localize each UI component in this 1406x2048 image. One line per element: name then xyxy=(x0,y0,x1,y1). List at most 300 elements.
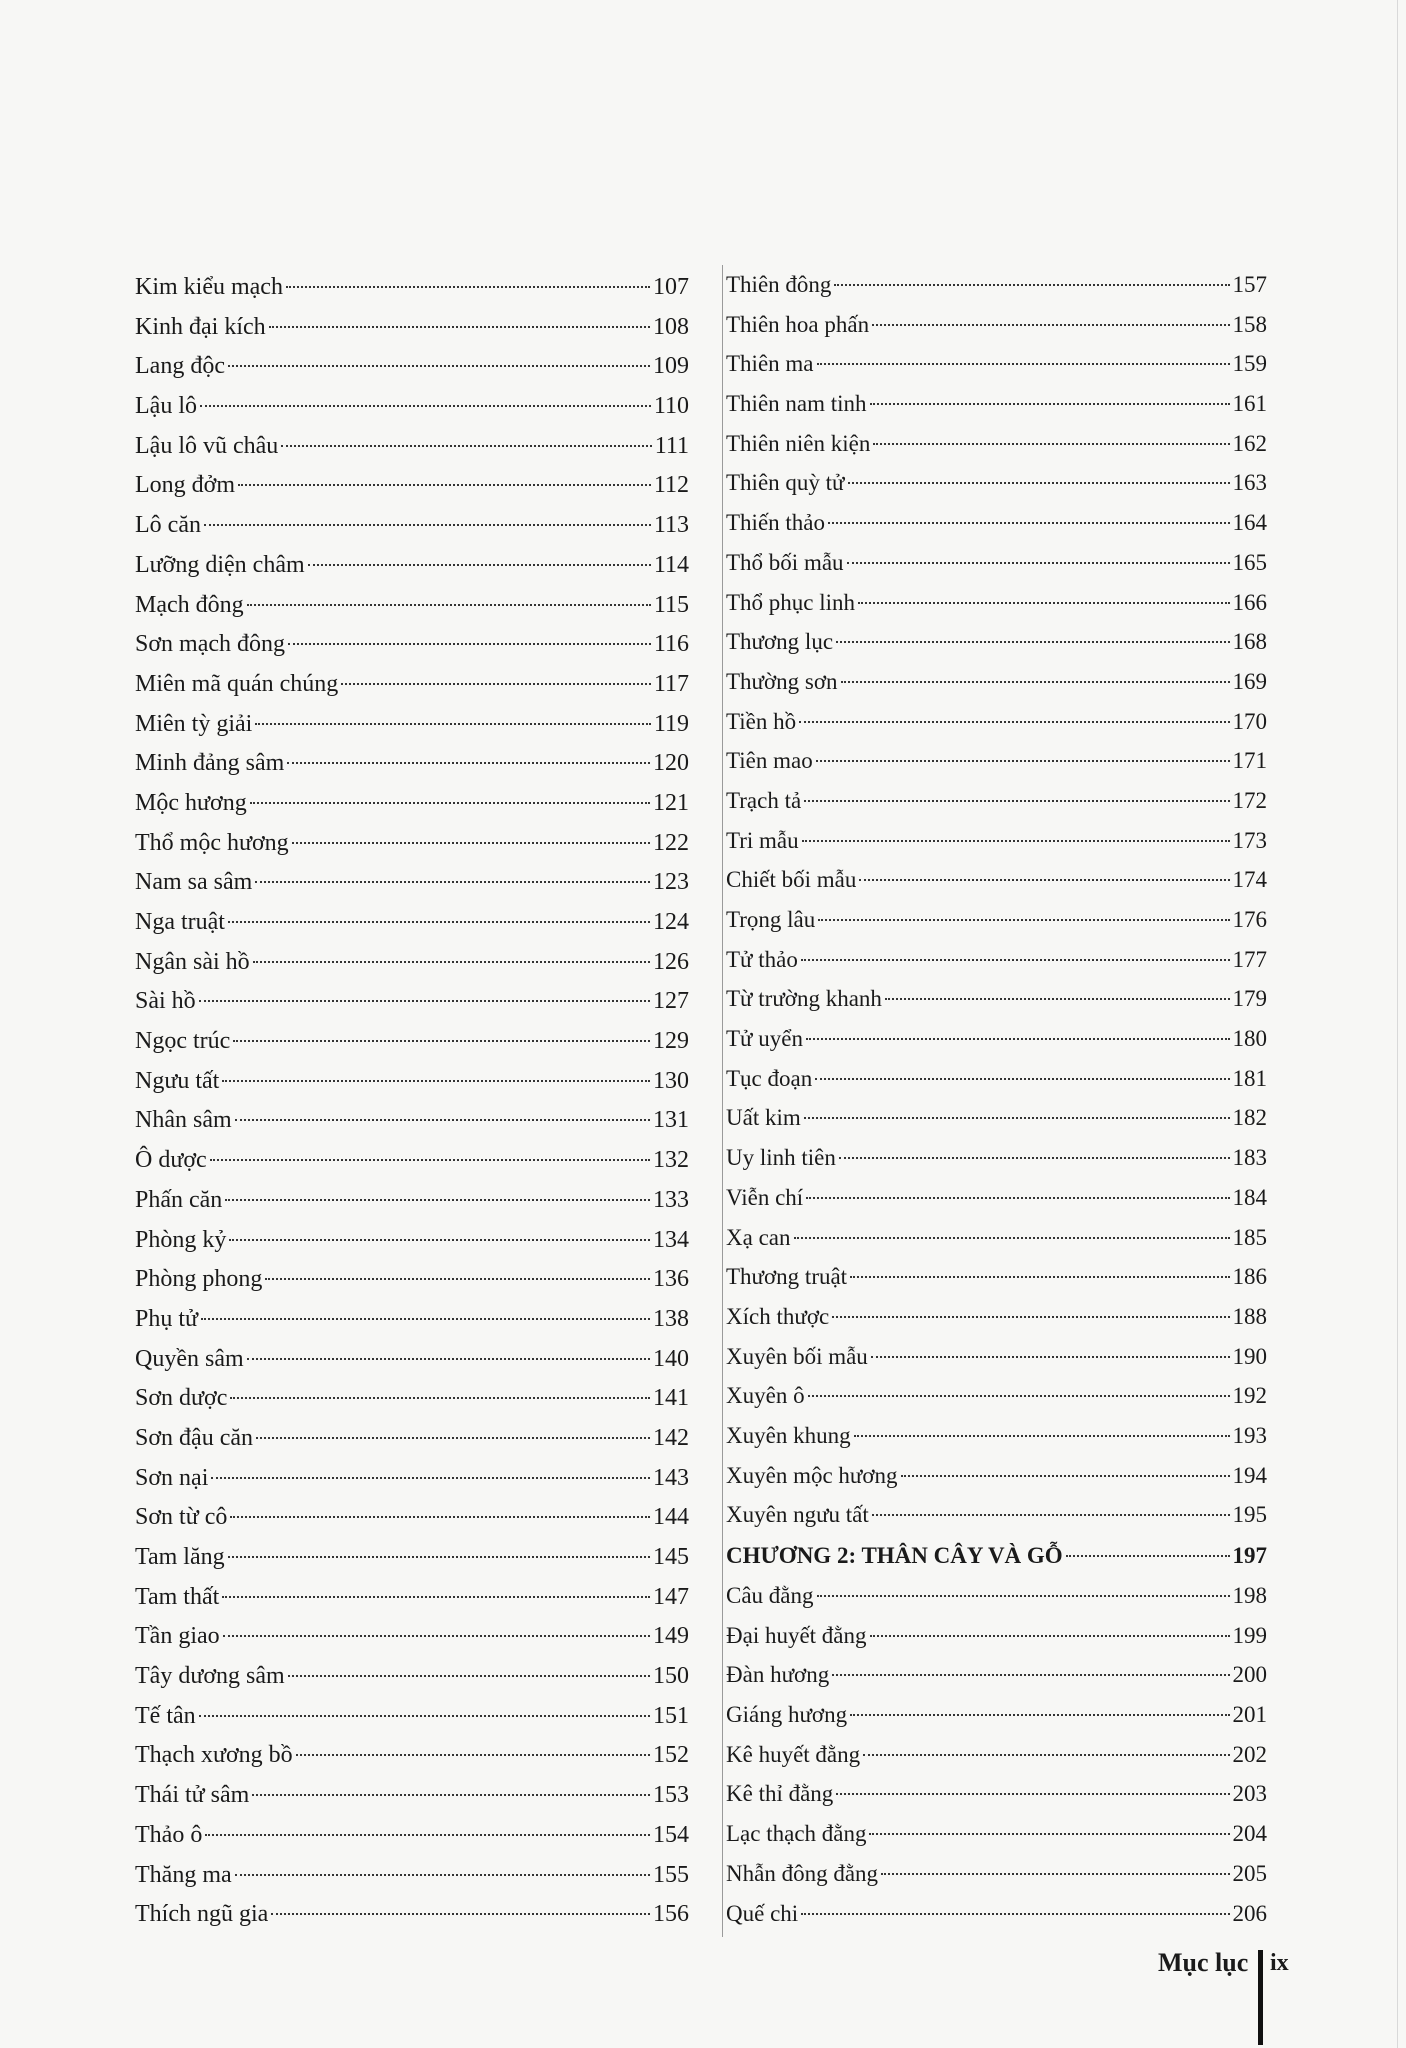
toc-entry-title: Sơn mạch đông xyxy=(135,631,286,658)
toc-entry-title: Tam thất xyxy=(135,1583,220,1610)
toc-entry xyxy=(135,1221,689,1261)
toc-entry-page: 205 xyxy=(1232,1860,1267,1886)
toc-entry-title: Thường sơn xyxy=(726,668,838,694)
toc-entry-page: 129 xyxy=(653,1028,689,1055)
toc-entry xyxy=(726,900,1267,940)
toc-dot-leader xyxy=(808,1395,1230,1397)
toc-entry-title: Tục đoạn xyxy=(726,1065,813,1091)
toc-entry-page: 192 xyxy=(1232,1383,1267,1409)
toc-entry xyxy=(135,824,689,864)
toc-entry-page: 198 xyxy=(1232,1583,1267,1608)
toc-entry xyxy=(726,305,1267,345)
toc-entry-page: 153 xyxy=(653,1782,689,1809)
toc-entry-title: Thổ bối mẫu xyxy=(726,549,844,575)
toc-entry xyxy=(135,1022,689,1062)
toc-entry xyxy=(726,1257,1267,1297)
toc-entry-page: 186 xyxy=(1232,1264,1267,1290)
toc-dot-leader xyxy=(839,1157,1230,1159)
toc-entry-title: Lậu lô vũ châu xyxy=(135,432,279,459)
toc-entry-page: 151 xyxy=(653,1702,689,1729)
toc-entry-page: 134 xyxy=(653,1226,689,1253)
toc-entry-page: 162 xyxy=(1232,430,1267,456)
toc-dot-leader xyxy=(229,1239,650,1241)
toc-entry-page: 112 xyxy=(653,472,689,499)
toc-dot-leader xyxy=(806,1038,1230,1040)
toc-dot-leader xyxy=(256,1437,650,1439)
toc-dot-leader xyxy=(818,919,1229,921)
toc-entry-page: 197 xyxy=(1232,1543,1267,1568)
toc-entry-page: 136 xyxy=(653,1266,689,1293)
toc-entry-page: 182 xyxy=(1232,1105,1267,1131)
toc-dot-leader xyxy=(832,1674,1229,1676)
toc-entry xyxy=(726,1774,1267,1814)
toc-entry-title: Tiên mao xyxy=(726,748,813,774)
toc-dot-leader xyxy=(288,643,651,645)
toc-entry-title: Nga truật xyxy=(135,909,225,935)
toc-dot-leader xyxy=(872,1514,1230,1516)
toc-dot-leader xyxy=(885,998,1230,1000)
toc-dot-leader xyxy=(794,1237,1230,1239)
toc-entry-title: Xạ can xyxy=(726,1224,791,1250)
toc-entry xyxy=(135,903,689,943)
toc-entry xyxy=(726,583,1267,623)
toc-entry-page: 159 xyxy=(1232,351,1267,377)
toc-entry-page: 201 xyxy=(1232,1702,1267,1728)
toc-dot-leader xyxy=(287,762,650,764)
toc-entry-page: 119 xyxy=(653,710,689,737)
toc-dot-leader xyxy=(228,1556,650,1558)
toc-dot-leader xyxy=(836,1793,1229,1795)
toc-entry-title: Thiên niên kiện xyxy=(726,430,871,456)
toc-entry-page: 174 xyxy=(1232,867,1267,893)
toc-entry-title: Uy linh tiên xyxy=(726,1145,836,1171)
toc-dot-leader xyxy=(870,403,1230,405)
toc-entry xyxy=(726,1416,1267,1456)
toc-entry-title: Long đởm xyxy=(135,472,236,499)
toc-entry-page: 142 xyxy=(653,1424,689,1451)
toc-entry xyxy=(726,424,1267,464)
toc-dot-leader xyxy=(850,1714,1229,1716)
toc-dot-leader xyxy=(210,1159,650,1161)
toc-entry xyxy=(726,344,1267,384)
toc-entry-page: 157 xyxy=(1232,272,1267,297)
toc-dot-leader xyxy=(801,1913,1229,1915)
toc-entry-page: 120 xyxy=(653,750,689,777)
toc-dot-leader xyxy=(271,1913,650,1915)
toc-entry-title: Uất kim xyxy=(726,1105,801,1131)
toc-entry xyxy=(135,1816,689,1856)
toc-entry-title: Xuyên ô xyxy=(726,1383,805,1409)
toc-entry-title: Đại huyết đằng xyxy=(726,1622,867,1648)
toc-entry xyxy=(135,546,689,586)
toc-entry xyxy=(135,1340,689,1380)
toc-entry-title: Từ trường khanh xyxy=(726,986,882,1012)
toc-entry-page: 200 xyxy=(1232,1662,1267,1688)
toc-dot-leader xyxy=(341,683,651,685)
toc-entry xyxy=(135,1617,689,1657)
toc-entry-page: 107 xyxy=(653,274,689,300)
toc-entry-page: 147 xyxy=(653,1583,689,1610)
toc-entry xyxy=(135,1895,689,1935)
toc-entry-title: Thương truật xyxy=(726,1264,848,1290)
toc-column-right xyxy=(722,265,1267,1937)
toc-entry-title: Miên mã quán chúng xyxy=(135,670,339,697)
toc-entry-page: 116 xyxy=(653,631,689,658)
toc-entry-title: Mạch đông xyxy=(135,591,244,618)
toc-dot-leader xyxy=(871,1356,1230,1358)
toc-entry xyxy=(726,1695,1267,1735)
toc-entry-title: Chiết bối mẫu xyxy=(726,867,857,893)
toc-entry-page: 180 xyxy=(1232,1026,1267,1052)
toc-dot-leader xyxy=(828,522,1230,524)
toc-entry xyxy=(726,979,1267,1019)
toc-dot-leader xyxy=(817,363,1230,365)
toc-entry-page: 190 xyxy=(1232,1343,1267,1369)
toc-dot-leader xyxy=(255,723,651,725)
toc-dot-leader xyxy=(228,365,650,367)
toc-entry-title: Ngưu tất xyxy=(135,1067,220,1094)
toc-entry-page: 169 xyxy=(1232,668,1267,694)
toc-entry xyxy=(726,503,1267,543)
toc-entry-title: Miên tỳ giải xyxy=(135,710,253,737)
toc-entry-title: Tử uyển xyxy=(726,1026,803,1052)
toc-entry xyxy=(135,1776,689,1816)
toc-entry-page: 110 xyxy=(653,393,689,420)
toc-entry-page: 161 xyxy=(1232,391,1267,417)
toc-entry xyxy=(726,1138,1267,1178)
toc-entry-title: Tế tân xyxy=(135,1702,196,1729)
toc-entry-title: Thái tử sâm xyxy=(135,1782,250,1809)
toc-entry xyxy=(135,1101,689,1141)
toc-entry-title: Phụ tử xyxy=(135,1305,199,1332)
toc-dot-leader xyxy=(802,840,1230,842)
toc-entry xyxy=(135,1419,689,1459)
toc-dot-leader xyxy=(200,405,651,407)
toc-entry-title: Quế chi xyxy=(726,1900,799,1926)
toc-entry-title: Tử thảo xyxy=(726,946,798,972)
toc-entry-title: Xuyên khung xyxy=(726,1422,851,1448)
toc-entry xyxy=(726,1456,1267,1496)
toc-entry-page: 115 xyxy=(653,591,689,618)
toc-entry xyxy=(135,784,689,824)
toc-entry-title: Thiên quỳ tử xyxy=(726,470,845,496)
toc-entry-page: 163 xyxy=(1232,470,1267,496)
toc-entry-page: 144 xyxy=(653,1504,689,1531)
toc-entry-page: 114 xyxy=(653,551,689,578)
toc-dot-leader xyxy=(804,1117,1230,1119)
toc-entry-page: 188 xyxy=(1232,1303,1267,1329)
toc-entry-title: Đàn hương xyxy=(726,1662,830,1688)
toc-entry xyxy=(726,543,1267,583)
toc-dot-leader xyxy=(235,1119,650,1121)
toc-entry-page: 179 xyxy=(1232,986,1267,1012)
toc-entry xyxy=(135,1578,689,1618)
toc-dot-leader xyxy=(281,445,651,447)
toc-entry-page: 193 xyxy=(1232,1422,1267,1448)
toc-entry xyxy=(726,1178,1267,1218)
toc-entry xyxy=(135,1498,689,1538)
toc-entry xyxy=(135,1141,689,1181)
toc-entry xyxy=(135,1538,689,1578)
toc-entry-title: Thổ phục linh xyxy=(726,589,856,615)
toc-entry-title: Tri mẫu xyxy=(726,827,799,853)
toc-entry-title: Xuyên mộc hương xyxy=(726,1462,898,1488)
toc-entry-title: Sơn dược xyxy=(135,1385,228,1412)
toc-entry xyxy=(726,1495,1267,1535)
toc-entry-page: 140 xyxy=(653,1345,689,1372)
toc-dot-leader xyxy=(265,1278,650,1280)
toc-entry xyxy=(726,1376,1267,1416)
toc-entry-page: 166 xyxy=(1232,589,1267,615)
toc-entry-title: Mộc hương xyxy=(135,789,247,816)
toc-entry xyxy=(726,1894,1267,1934)
toc-entry-title: Sơn nại xyxy=(135,1464,209,1491)
toc-column-left xyxy=(135,268,689,1935)
toc-entry-title: CHƯƠNG 2: THÂN CÂY VÀ GỖ xyxy=(726,1543,1063,1568)
toc-entry-page: 206 xyxy=(1232,1900,1267,1926)
footer-section-label: Mục lục xyxy=(1158,1948,1249,1977)
toc-entry-page: 138 xyxy=(653,1305,689,1332)
toc-entry xyxy=(135,347,689,387)
toc-entry xyxy=(135,943,689,983)
toc-entry xyxy=(135,744,689,784)
toc-entry-title: Kê thỉ đằng xyxy=(726,1781,834,1807)
toc-dot-leader xyxy=(247,1358,650,1360)
toc-entry-page: 164 xyxy=(1232,510,1267,536)
toc-entry-page: 158 xyxy=(1232,311,1267,337)
toc-entry-page: 195 xyxy=(1232,1502,1267,1528)
toc-dot-leader xyxy=(859,879,1229,881)
toc-entry-title: Giáng hương xyxy=(726,1702,848,1728)
toc-dot-leader xyxy=(204,524,651,526)
toc-dot-leader xyxy=(881,1873,1229,1875)
toc-dot-leader xyxy=(228,921,650,923)
toc-dot-leader xyxy=(806,1197,1229,1199)
toc-entry-title: Tây dương sâm xyxy=(135,1663,285,1690)
toc-entry xyxy=(726,1098,1267,1138)
toc-entry-title: Thổ mộc hương xyxy=(135,829,289,856)
toc-entry xyxy=(726,781,1267,821)
toc-dot-leader xyxy=(252,1794,650,1796)
toc-entry-title: Tam lăng xyxy=(135,1544,225,1570)
toc-dot-leader xyxy=(296,1754,650,1756)
toc-entry-title: Kim kiểu mạch xyxy=(135,274,283,300)
toc-dot-leader xyxy=(841,681,1230,683)
toc-dot-leader xyxy=(233,1040,650,1042)
toc-dot-leader xyxy=(230,1516,650,1518)
toc-entry xyxy=(726,1059,1267,1099)
toc-entry-title: Sài hồ xyxy=(135,988,196,1015)
toc-entry xyxy=(726,1655,1267,1695)
toc-entry-page: 176 xyxy=(1232,907,1267,932)
toc-entry-page: 130 xyxy=(653,1067,689,1094)
toc-entry-title: Trạch tả xyxy=(726,787,802,813)
toc-entry-page: 204 xyxy=(1232,1821,1267,1847)
toc-dot-leader xyxy=(850,1276,1229,1278)
toc-entry xyxy=(135,1736,689,1776)
toc-dot-leader xyxy=(817,1595,1230,1597)
toc-entry-page: 124 xyxy=(653,909,689,935)
toc-dot-leader xyxy=(834,284,1229,286)
toc-entry xyxy=(135,427,689,467)
toc-dot-leader xyxy=(799,721,1229,723)
toc-dot-leader xyxy=(1066,1555,1230,1557)
toc-dot-leader xyxy=(255,881,650,883)
toc-entry-title: Lậu lô xyxy=(135,393,197,420)
toc-entry-page: 152 xyxy=(653,1742,689,1769)
toc-entry-title: Tần giao xyxy=(135,1623,220,1650)
toc-dot-leader xyxy=(269,326,650,328)
toc-entry-title: Thiên hoa phấn xyxy=(726,311,870,337)
toc-entry xyxy=(135,1697,689,1737)
toc-entry xyxy=(135,1300,689,1340)
toc-dot-leader xyxy=(848,482,1230,484)
toc-dot-leader xyxy=(286,286,650,288)
toc-entry-title: Viễn chí xyxy=(726,1184,804,1210)
toc-entry xyxy=(726,463,1267,503)
toc-dot-leader xyxy=(854,1435,1230,1437)
toc-entry xyxy=(726,1616,1267,1656)
toc-entry-title: Ngọc trúc xyxy=(135,1028,231,1055)
toc-dot-leader xyxy=(288,1675,650,1677)
toc-entry-title: Câu đằng xyxy=(726,1583,814,1608)
toc-entry-title: Lưỡng diện châm xyxy=(135,551,305,578)
toc-dot-leader xyxy=(292,842,650,844)
footer-page-number: ix xyxy=(1270,1950,1289,1976)
toc-entry xyxy=(135,625,689,665)
toc-entry-page: 121 xyxy=(653,789,689,816)
toc-entry-page: 177 xyxy=(1232,946,1267,972)
toc-entry-title: Quyền sâm xyxy=(135,1345,244,1372)
toc-entry xyxy=(726,384,1267,424)
toc-entry-title: Ngân sài hồ xyxy=(135,948,250,975)
toc-entry xyxy=(726,662,1267,702)
toc-dot-leader xyxy=(308,564,651,566)
toc-entry xyxy=(135,1459,689,1499)
toc-entry xyxy=(135,1260,689,1300)
toc-dot-leader xyxy=(253,961,650,963)
toc-entry-page: 143 xyxy=(653,1464,689,1491)
toc-dot-leader xyxy=(235,1874,650,1876)
toc-entry-page: 108 xyxy=(653,313,689,340)
toc-dot-leader xyxy=(199,1000,650,1002)
toc-dot-leader xyxy=(869,1833,1229,1835)
toc-dot-leader xyxy=(836,641,1229,643)
toc-entry-page: 185 xyxy=(1232,1224,1267,1250)
toc-entry-title: Thương lục xyxy=(726,629,834,655)
toc-entry-title: Minh đảng sâm xyxy=(135,750,285,777)
toc-entry-title: Sơn từ cô xyxy=(135,1504,228,1531)
toc-entry xyxy=(726,702,1267,742)
toc-entry-page: 171 xyxy=(1232,748,1267,774)
toc-entry-page: 170 xyxy=(1232,708,1267,734)
toc-entry-title: Kinh đại kích xyxy=(135,313,266,340)
toc-entry-page: 202 xyxy=(1232,1741,1267,1767)
toc-entry-title: Xuyên bối mẫu xyxy=(726,1343,868,1369)
toc-entry xyxy=(726,1218,1267,1258)
toc-entry xyxy=(135,1181,689,1221)
toc-entry xyxy=(726,940,1267,980)
toc-dot-leader xyxy=(211,1477,650,1479)
toc-dot-leader xyxy=(205,1834,650,1836)
toc-dot-leader xyxy=(804,800,1229,802)
toc-entry xyxy=(726,265,1267,305)
toc-entry-page: 122 xyxy=(653,829,689,856)
toc-entry-page: 168 xyxy=(1232,629,1267,655)
toc-entry-title: Lạc thạch đằng xyxy=(726,1821,867,1847)
toc-entry xyxy=(726,1576,1267,1616)
toc-entry-title: Thạch xương bồ xyxy=(135,1742,293,1769)
toc-entry-page: 127 xyxy=(653,988,689,1015)
toc-entry-title: Nhẫn đông đằng xyxy=(726,1860,879,1886)
toc-entry xyxy=(135,268,689,308)
toc-dot-leader xyxy=(832,1316,1229,1318)
toc-entry-page: 203 xyxy=(1232,1781,1267,1807)
toc-entry-title: Ô dược xyxy=(135,1147,207,1174)
toc-entry-page: 123 xyxy=(653,869,689,896)
toc-entry xyxy=(135,387,689,427)
toc-dot-leader xyxy=(873,443,1229,445)
toc-entry-page: 194 xyxy=(1232,1462,1267,1488)
toc-entry-title: Lô căn xyxy=(135,512,201,539)
toc-entry-title: Trọng lâu xyxy=(726,907,816,932)
toc-entry-title: Phấn căn xyxy=(135,1186,223,1213)
toc-entry xyxy=(726,1297,1267,1337)
toc-entry-page: 154 xyxy=(653,1821,689,1848)
toc-entry xyxy=(135,308,689,348)
toc-dot-leader xyxy=(816,760,1230,762)
toc-entry-title: Lang độc xyxy=(135,353,225,380)
toc-dot-leader xyxy=(250,802,650,804)
toc-dot-leader xyxy=(801,959,1230,961)
toc-entry xyxy=(726,821,1267,861)
toc-dot-leader xyxy=(222,1596,650,1598)
footer-divider-bar xyxy=(1258,1950,1263,2045)
toc-entry-title: Thiên đông xyxy=(726,272,832,297)
toc-entry xyxy=(726,1814,1267,1854)
toc-entry xyxy=(726,1854,1267,1894)
toc-entry-page: 156 xyxy=(653,1901,689,1928)
toc-entry-title: Phòng phong xyxy=(135,1266,263,1293)
toc-dot-leader xyxy=(872,324,1229,326)
toc-entry-page: 131 xyxy=(653,1107,689,1134)
toc-dot-leader xyxy=(863,1754,1229,1756)
toc-dot-leader xyxy=(238,484,651,486)
toc-entry-title: Nam sa sâm xyxy=(135,869,253,896)
toc-chapter-heading xyxy=(726,1535,1267,1576)
page-edge-line xyxy=(1397,0,1398,2048)
toc-entry-title: Kê huyết đằng xyxy=(726,1741,861,1767)
toc-entry-page: 184 xyxy=(1232,1184,1267,1210)
toc-dot-leader xyxy=(870,1635,1230,1637)
toc-entry-title: Sơn đậu căn xyxy=(135,1424,253,1451)
toc-entry xyxy=(135,1379,689,1419)
toc-entry xyxy=(726,1337,1267,1377)
toc-entry xyxy=(135,586,689,626)
toc-entry xyxy=(135,863,689,903)
toc-entry xyxy=(135,665,689,705)
toc-entry-page: 183 xyxy=(1232,1145,1267,1171)
toc-entry-page: 126 xyxy=(653,948,689,975)
toc-dot-leader xyxy=(201,1318,650,1320)
toc-entry-title: Tiền hồ xyxy=(726,708,797,734)
toc-entry xyxy=(135,982,689,1022)
toc-entry-page: 111 xyxy=(654,432,689,459)
toc-entry-page: 199 xyxy=(1232,1622,1267,1648)
toc-entry-page: 109 xyxy=(653,353,689,380)
toc-entry xyxy=(726,741,1267,781)
toc-entry-title: Thiên ma xyxy=(726,351,814,377)
